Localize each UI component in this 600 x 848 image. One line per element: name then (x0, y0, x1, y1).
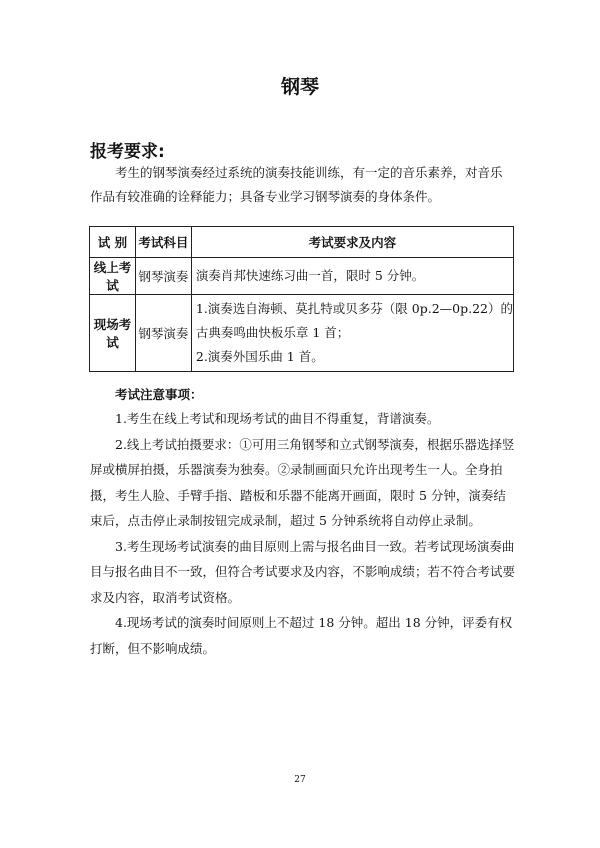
notes-list (90, 406, 518, 661)
page-title: 钢琴 (280, 76, 319, 98)
table-header-row (90, 227, 514, 258)
header-exam-content: 考试要求及内容 (191, 227, 513, 258)
content-line: 古典奏鸣曲快板乐章 1 首； (195, 325, 350, 340)
exam-subject-cell: 钢琴演奏 (135, 295, 191, 372)
exam-subject-cell: 钢琴演奏 (135, 258, 191, 295)
exam-type-cell: 线上考试 (90, 258, 136, 295)
note-item: 2.线上考试拍摄要求：①可用三角钢琴和立式钢琴演奏，根据乐器选择竖屏或横屏拍摄，乐器演奏为独奏。②录制画面只允许出现考生一人。全身拍摄，考生人脸、手臂手指、踏板和乐器不能离开画面，限时 5 分钟，演奏结束后，点击停止录制按钮完成录制，超过 5 分钟系统将自动停止录制。 (90, 436, 515, 528)
exam-type-cell: 现场考试 (90, 295, 136, 372)
page-number: 27 (294, 775, 306, 785)
notes-heading: 考试注意事项： (115, 387, 203, 402)
exam-content-cell (191, 295, 513, 372)
content-line: 1.演奏选自海顿、莫扎特或贝多芬（限 0p.2—0p.22）的 (195, 301, 513, 316)
content-line: 2.演奏外国乐曲 1 首。 (195, 349, 324, 364)
note-item: 3.考生现场考试演奏的曲目原则上需与报名曲目一致。若考试现场演奏曲目与报名曲目不一致，但符合考试要求及内容，不影响成绩；若不符合考试要求及内容，取消考试资格。 (90, 538, 516, 605)
requirements-intro: 考生的钢琴演奏经过系统的演奏技能训练，有一定的音乐素养，对音乐作品有较准确的诠释能力；具备专业学习钢琴演奏的身体条件。 (90, 165, 503, 204)
table-row (90, 258, 514, 295)
exam-table (89, 226, 514, 372)
header-exam-type: 试 别 (90, 227, 136, 258)
table-row (90, 295, 514, 372)
header-exam-subject: 考试科目 (135, 227, 191, 258)
exam-content-cell (191, 258, 513, 295)
requirements-heading: 报考要求: (90, 142, 165, 162)
content-line: 演奏肖邦快速练习曲一首，限时 5 分钟。 (195, 268, 425, 283)
note-item: 1.考生在线上考试和现场考试的曲目不得重复，背谱演奏。 (115, 411, 440, 426)
note-item: 4.现场考试的演奏时间原则上不超过 18 分钟。超出 18 分钟，评委有权打断，但不影响成绩。 (90, 615, 513, 656)
